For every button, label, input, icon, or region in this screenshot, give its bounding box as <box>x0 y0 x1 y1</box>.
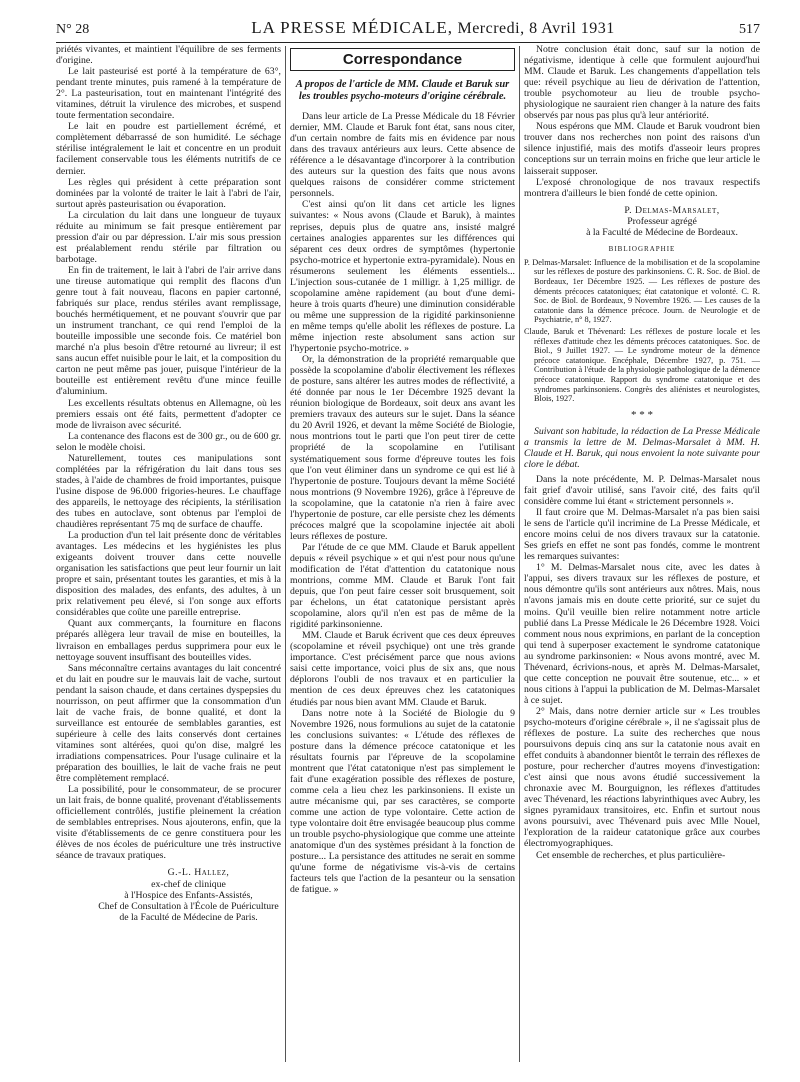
column-middle <box>290 44 515 1064</box>
author-title: ex-chef de clinique <box>151 878 226 890</box>
column-right <box>524 44 760 1064</box>
paragraph: La contenance des flacons est de 300 gr., ou de 600 gr. selon le modèle choisi. <box>56 430 281 453</box>
journal-name: LA PRESSE MÉDICALE, <box>251 18 453 37</box>
paragraph: Par l'étude de ce que MM. Claude et Baruk appellent depuis « réveil psychique » et qui n'est pour nous qu'une modification de l'état d'attention du catatonique nous montrions, comme MM. Claude et Baruk l'ont fait depuis, que l'on peut faire cesser soit brusquement, soit par échelons, un état catatonique persistant après scopolamine, alors qu'il n'en est pas de même de la rigidité parkinsonienne. <box>290 541 515 631</box>
paragraph: L'exposé chronologique de nos travaux respectifs montrera d'ailleurs le bien fondé de cette opinion. <box>524 176 760 199</box>
paragraph: Quant aux commerçants, la fourniture en flacons préparés allègera leur travail de mise en bouteilles, la livraison en emballages perdus supprimera pour eux le nettoyage souvent insuffisant des bouteilles vides. <box>56 618 281 663</box>
paragraph: Le lait en poudre est partiellement écrémé, et complètement débarrassé de son humidité. Le séchage stérilise intégralement le lait et concentre en un produit facilement conservable tous les éléments nutritifs de ce dernier. <box>56 121 281 177</box>
paragraph: Le lait pasteurisé est porté à la température de 63°, pendant trente minutes, puis ramené à la température de 2°. La pasteurisation, tout en maintenant l'intégrité des vitamines, détruit la virulence des microbes, et suspend toute fermentation secondaire. <box>56 66 281 122</box>
paragraph: Nous espérons que MM. Claude et Baruk voudront bien trouver dans nos recherches non point des raisons d'un silence injustifié, mais des motifs d'asseoir leurs propres conceptions sur un terrain moins en friche que leur article le laisserait supposer. <box>524 121 760 177</box>
page-number: 517 <box>739 22 760 37</box>
author-name: G.-L. Hallez, <box>167 867 230 879</box>
column-rule <box>519 46 520 1062</box>
paragraph: Les règles qui président à cette préparation sont dominées par la volonté de traiter le lait à l'abri de l'air, surtout après pasteurisation ou évaporation. <box>56 176 281 210</box>
paragraph: Dans la note précédente, M. P. Delmas-Marsalet nous fait grief d'avoir utilisé, sans l'avoir cité, des faits qu'il considère comme lui étant « strictement personnels ». <box>524 473 760 508</box>
paragraph: Naturellement, toutes ces manipulations sont complétées par la réfrigération du lait dans tous ses stades, à l'aide de chambres de froid importantes, puisque l'usine dispose de 96.000 frigories-heures. Le chauffage des appareils, le nettoyage des récipients, la stérilisation des tubes en autoclave, sont obtenus par l'emploi de chaudières représentant 75 mq de surface de chauffe. <box>56 452 281 531</box>
author-signature <box>524 205 760 238</box>
paragraph: 2° Mais, dans notre dernier article sur « Les troubles psycho-moteurs d'origine cérébrale », il ne s'agissait plus de réflexes de posture. La suite des recherches que nous poursuivons depuis cinq ans sur la catatonie nous avait en effet conduits à abandonner bientôt le terrain des réflexes de posture, pour rechercher d'autres moyens d'investigation: c'est ainsi que nous avons étudié successivement la chronaxie avec M. Bourguignon, les réflexes d'attitudes avec Thévenard, les réactions labyrinthiques avec Aubry, les signes pyramidaux transitoires, etc. Enfin et surtout nous avons poursuivi, avec Thévenard puis avec Mlle Nouel, l'exploration de la raideur catatonique grâce aux courbes électromyographiques. <box>524 705 760 850</box>
paragraph: Dans leur article de La Presse Médicale du 18 Février dernier, MM. Claude et Baruk font état, sans nous citer, d'un certain nombre de faits mis en évidence par nous dans des travaux antérieurs aux leurs. Cette absence de référence a le désavantage d'incorporer à la contribution des auteurs sur la question des faits que nous avons quelques raisons de considérer comme strictement personnels. <box>290 111 515 200</box>
paragraph: La possibilité, pour le consommateur, de se procurer un lait frais, de bonne qualité, provenant d'établissements officiellement contrôlés, justifie pleinement la création de semblables entreprises. Nous ajouterons, enfin, que la visite d'établissements de ce genre constituera pour les élèves de nos écoles de puériculture une très instructive séance de travaux pratiques. <box>56 784 281 862</box>
bibliography-entry: P. Delmas-Marsalet: Influence de la mobilisation et de la scopolamine sur les réflexes de posture des parkinsoniens. C. R. Soc. de Biol. de Bordeaux, 1er Décembre 1925. — Les réflexes de posture des déments précoces catatoniques; état catatonique et volonté. C. R. Soc. de Biol. de Bordeaux, 9 Novembre 1926. — Les causes de la catatonie dans la démence précoce. Journ. de Neurologie et de Psychiatrie, n° 8, 1927. <box>524 257 760 325</box>
paragraph: Il faut croire que M. Delmas-Marsalet n'a pas bien saisi le sens de l'article qu'il incrimine de La Presse Médicale, et encore moins celui de nos divers travaux sur la catatonie. Ses griefs en effet ne sont pas fondés, comme le montrent les remarques suivantes: <box>524 507 760 563</box>
author-title: à l'Hospice des Enfants-Assistés, <box>124 889 253 901</box>
issue-number: N° 28 <box>56 22 90 37</box>
paragraph: MM. Claude et Baruk écrivent que ces deux épreuves (scopolamine et réveil psychique) ont une très grande importance. C'est précisément parce que nous avions saisi cette importance, voici plus de six ans, que nous déplorons l'oubli de nos travaux et en particulier la mention de ces deux épreuves chez les catatoniques étudiés par nous bien avant MM. Claude et Baruk. <box>290 630 515 708</box>
section-separator: * * * <box>631 408 653 421</box>
paragraph: Dans notre note à la Société de Biologie du 9 Novembre 1926, nous formulions au sujet de la catatonie les conclusions suivantes: « L'étude des réflexes de posture dans la démence précoce catatonique et les résultats fournis par l'épreuve de la scopolamine montrent que l'état catatonique n'est pas simplement le fait d'une exagération possible des réflexes de posture, comme cela a lieu chez les parkinsoniens. Il existe un autre mécanisme qui, par ses caractères, se comporte comme une action de type volontaire. Cette action de type volontaire doit être envisagée beaucoup plus comme un trouble psycho-physiologique que comme une atteinte anatomique d'un des systèmes présidant à la fonction de posture... La persistance des attitudes ne serait en somme qu'une forme de négativisme vis-à-vis de certains facteurs tels que l'action de la pesanteur ou la sensation de fatigue. » <box>290 707 515 896</box>
article-title: A propos de l'article de MM. Claude et Baruk sur les troubles psycho-moteurs d'origine cérébrale. <box>295 79 510 103</box>
paragraph: priétés vivantes, et maintient l'équilibre de ses ferments d'origine. <box>56 44 281 67</box>
page-header <box>56 12 760 43</box>
section-heading: Correspondance <box>290 48 515 71</box>
author-title: à la Faculté de Médecine de Bordeaux. <box>586 226 738 238</box>
paragraph: Notre conclusion était donc, sauf sur la notion de négativisme, identique à celle que formulent aujourd'hui MM. Claude et Baruk. Les changements d'appellation tels que: réveil psychique au lieu de dérivation de l'attention, trouble psychomoteur au lieu de trouble psycho-physiologique ne sauraient rien changer à la nature des faits observés par nous pas plus qu'à leur antériorité. <box>524 44 760 122</box>
paragraph: Cet ensemble de recherches, et plus particulière- <box>536 849 726 861</box>
author-signature <box>56 867 281 922</box>
paragraph: Or, la démonstration de la propriété remarquable que possède la scopolamine d'abolir électivement les réflexes de posture, sans altérer les autres modes de réflectivité, a été donnée par nous le 1er Décembre 1925 devant la réunion biologique de Bordeaux, soit deux ans avant les premiers travaux des auteurs sur le sujet. Dans la séance du 20 Avril 1926, et devant la même Société de Biologie, nous montrions tout le parti que l'on peut tirer de cette propriété de la scopolamine en l'utilisant systématiquement sous forme d'épreuve toutes les fois que l'on veut éliminer dans un syndrome ce qui est lié à l'hypertonie de posture. Toujours devant la même Société nous montrions (9 Novembre 1926), grâce à l'épreuve de la scopolamine, que la catatonie n'a rien à faire avec l'hypertonie de posture, car elle persiste chez les déments précoces malgré que la scopolamine injectée ait aboli leurs réflexes de posture. <box>290 354 515 542</box>
running-title <box>166 18 700 38</box>
bibliography-entry: Claude, Baruk et Thévenard: Les réflexes de posture locale et les réflexes d'attitude chez les déments précoces catatoniques. Soc. de Biol., 9 Juillet 1927. — Le syndrome moteur de la démence précoce catatonique. Encéphale, Décembre 1927, p. 751. — Contribution à l'étude de la physiologie pathologique de la démence précoce catatonique. Rapport du syndrome catatonique et des syndromes parkinsoniens. Congrès des aliénistes et neurologistes, Blois, 1927. <box>524 327 760 404</box>
author-title: Professeur agrégé <box>627 215 697 227</box>
author-title: Chef de Consultation à l'École de Puériculture <box>98 900 279 912</box>
column-left <box>56 44 281 1064</box>
author-name: P. Delmas-Marsalet, <box>624 204 720 216</box>
author-title: de la Faculté de Médecine de Paris. <box>119 911 258 923</box>
paragraph: La production d'un tel lait présente donc de véritables avantages. Les médecins et les hygiénistes les plus exigeants doivent trouver dans cette nouvelle organisation les satisfactions que peut leur fournir un lait propre et sain, présentant toutes les garanties, et mis à la disposition des malades, des enfants, des adultes, à un prix relativement peu élevé, si l'on songe aux efforts considérables que coûte une pareille entreprise. <box>56 530 281 619</box>
paragraph: Les excellents résultats obtenus en Allemagne, où les premiers essais ont été faits, permettent d'adopter ce mode de livraison avec sécurité. <box>56 397 281 431</box>
paragraph: La circulation du lait dans une longueur de tuyaux réduite au minimum se fait presque entièrement par pression d'air ou par dépression. L'air mis sous pression est préalablement rendu stérile par filtration ou barbotage. <box>56 209 281 265</box>
paragraph: Sans méconnaître certains avantages du lait concentré et du lait en poudre sur le mauvais lait de vache, surtout pendant la saison chaude, et dans certaines dyspepsies du nourrisson, on peut affirmer que la consommation d'un lait de vache frais, de bonne qualité, et dont la surveillance est entourée de semblables garanties, est supérieure à celle des laits conservés dont certaines vitamines sont altérées, quoi qu'on dise, malgré les irradiations compensatrices. Pour l'usage culinaire et la préparation des bouillies, le lait de vache frais ne peut être complètement remplacé. <box>56 662 281 785</box>
column-rule <box>285 46 286 1062</box>
editorial-note: Suivant son habitude, la rédaction de La Presse Médicale a transmis la lettre de M. Delmas-Marsalet à MM. H. Claude et H. Baruk, qui nous envoient la note suivante pour clore le débat. <box>524 425 760 470</box>
issue-date: Mercredi, 8 Avril 1931 <box>457 20 615 37</box>
paragraph: 1° M. Delmas-Marsalet nous cite, avec les dates à l'appui, ses divers travaux sur les réflexes de posture, et nous démontre qu'ils sont antérieurs aux nôtres. Mais, nous n'avons jamais mis en doute cette priorité, sur ce sujet du moins. Qu'il veuille bien relire notamment notre article publié dans La Presse Médicale le 26 Décembre 1928. Voici comment nous nous exprimions, en parlant de la conception qui tend à superposer exactement le syndrome catatonique au syndrome parkinsonien: « Nous avons montré, avec M. Thévenard, écrivions-nous, et après M. Delmas-Marsalet, que cette conception ne pouvait être soutenue, etc... » et nous citions à l'appui la publication de M. Delmas-Marsalet à ce sujet. <box>524 562 760 706</box>
paragraph: En fin de traitement, le lait à l'abri de l'air arrive dans une tireuse automatique qui remplit des flacons d'un genre tout à fait nouveau, flacons en papier cartonné, fabriqués sur place, rendus stériles avant remplissage, bouchés hermétiquement, et ne pouvant s'ouvrir que par un instrument tranchant, ce qui rend l'emploi de la bouteille impossible une seconde fois. Ce matériel bon marché n'a plus besoin d'être retourné au livreur; il est sans aucun effet nuisible pour le lait, et la composition du carton ne peut même pas jouer, puisque l'intérieur de la bouteille est entièrement revêtu d'une mince feuille d'aluminium. <box>56 264 281 398</box>
bibliography-heading: BIBLIOGRAPHIE <box>608 244 676 253</box>
paragraph: C'est ainsi qu'on lit dans cet article les lignes suivantes: « Nous avons (Claude et Baruk), à maintes reprises, depuis plus de quatre ans, insisté malgré certaines analogies apparentes sur les différences qui séparent ces deux ordres de symptômes (hypertonie psycho-motrice et hypertonie extra-pyramidale). Nous en résumerons seulement les éléments essentiels... L'injection sous-cutanée de 1 milligr. à 1,25 milligr. de scopolamine amène rapidement (au bout d'une demi-heure à trois quarts d'heure) une diminution considérable ou même une suppression de la rigidité parkinsonienne en même temps qu'elle abolit les réflexes de posture. La même injection reste absolument sans action sur l'hypertonie psycho-motrice. » <box>290 199 515 355</box>
